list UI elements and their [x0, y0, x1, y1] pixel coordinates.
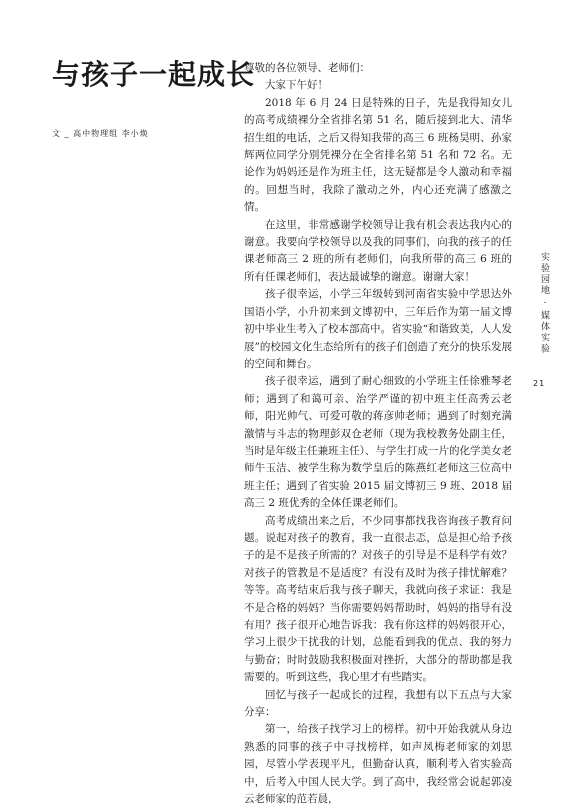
- body-paragraph: 在这里，非常感谢学校领导让我有机会表达我内心的谢意。我要向学校领导以及我的同事们，向我的孩子的任课老师高三 2 班的所有老师们，向我所带的高三 6 班的所有任课老师们，表达最诚挚的谢意。谢谢大家！: [244, 218, 512, 283]
- sidebar-separator: ·: [539, 300, 549, 306]
- salutation: 尊敬的各位领导、老师们：: [244, 62, 370, 74]
- category-label: 媒体实验: [539, 310, 549, 355]
- greeting: 大家下午好！: [265, 79, 328, 92]
- body-paragraph: 2018 年 6 月 24 日是特殊的日子，先是我得知女儿的高考成绩裸分全省排名第 51 名，随后接到北大、清华招生组的电话，之后又得知我带的高三 6 班杨昊明、孙家辉两位同学分别凭裸分在全省排名第 51 名和 72 名。无论作为妈妈还是作为班主任，这无疑都是令人激动和幸福的。回想当时，我除了激动之外，内心还充满了感激之情。: [244, 96, 512, 214]
- body-paragraph: 孩子很幸运，遇到了耐心细致的小学班主任徐雅琴老师；遇到了和蔼可亲、治学严谨的初中班主任高秀云老师，阳光帅气、可爱可敬的蒋彦帅老师；遇到了时刻充满激情与斗志的物理彭双仓老师（现为我校教务处副主任，当时是年级主任兼班主任）、与学生打成一片的化学美女老师牛玉洁、被学生称为数学皇后的陈燕红老师这三位高中班主任；遇到了省实验 2015 届文博初三 9 班、2018 届高三 2 班优秀的全体任课老师们。: [244, 375, 512, 510]
- article-title: 与孩子一起成长: [52, 58, 256, 91]
- section-sidebar: [536, 252, 550, 355]
- body-paragraph: 回忆与孩子一起成长的过程，我想有以下五点与大家分享：: [244, 688, 512, 719]
- article-body: [244, 60, 512, 808]
- body-paragraph: 孩子很幸运，小学三年级转到河南省实验中学思达外国语小学，小升初来到文博初中，三年后作为第一届文博初中毕业生考入了校本部高中。省实验“和谐致美，人人发展”的校园文化生态给所有的孩子们创造了充分的快乐发展的空间和舞台。: [244, 288, 512, 370]
- body-paragraph: 第一，给孩子找学习上的榜样。初中开始我就从身边熟悉的同事的孩子中寻找榜样，如声凤梅老师家的刘思园，尽管小学表现平凡，但勤奋认真，顺利考入省实验高中，后考入中国人民大学。到了高中，我经常会说起郭凌云老师家的范若晨，: [244, 723, 512, 806]
- author-byline: 文 _ 高中物理组 李小焕: [52, 129, 149, 138]
- page-number: 21: [533, 379, 546, 388]
- body-paragraph: 高考成绩出来之后，不少同事都找我咨询孩子教育问题。说起对孩子的教育，我一直很忐忑，总是担心给予孩子的是不是孩子所需的？对孩子的引导是不是科学有效？对孩子的管教是不是适度？有没有及时为孩子排忧解难？等等。高考结束后我与孩子聊天，我就向孩子求证：我是不是合格的妈妈？当你需要妈妈帮助时，妈妈的指导有没有用？孩子很开心地告诉我：我有你这样的妈妈很开心，学习上很少干扰我的计划，总能看到我的优点、我的努力与勤奋；时时鼓励我积极面对挫折，大部分的帮助都是我需要的。听到这些，我心里才有些踏实。: [244, 514, 512, 684]
- section-label: 实验园地: [539, 252, 549, 296]
